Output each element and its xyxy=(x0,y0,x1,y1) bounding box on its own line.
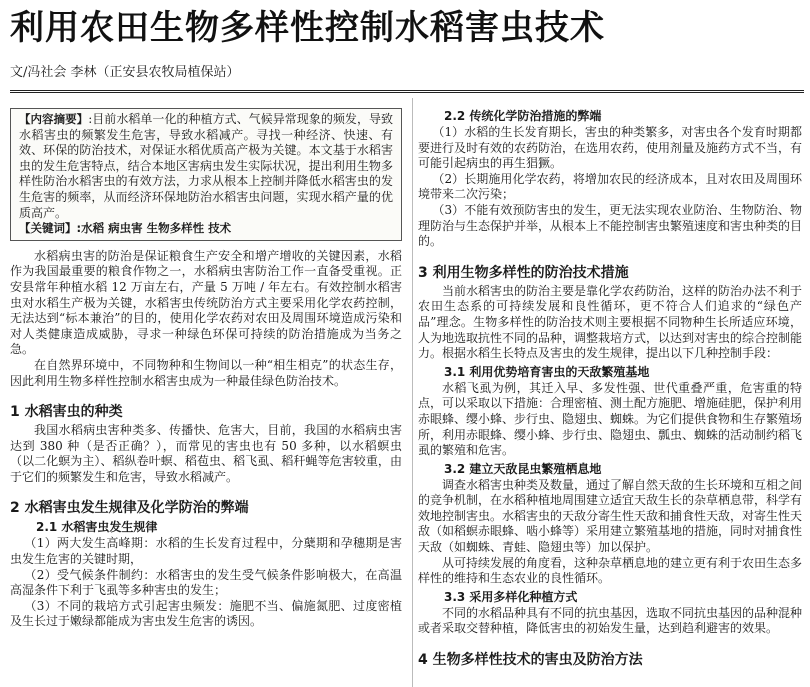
intro-paragraph-1: 水稻病虫害的防治是保证粮食生产安全和增产增收的关键因素，水稻作为我国最重要的粮食作物之一，水稻病虫害防治工作一直备受重视。正安县常年种植水稻 12 万亩左右，产量 5 万吨 / 年左右。有效控制水稻害虫对水稻生产极为关键，水稻害虫传统防治方式主要采用化学农药控制，无法达到“标本兼治”的目的，使用化学农药对农田及周围环境造成污染和对人类健康造成威胁，寻求一种绿色环保可持续的防治措施成为当务之急。 xyxy=(10,248,402,357)
abstract-box xyxy=(10,108,402,241)
article-title: 利用农田生物多样性控制水稻害虫技术 xyxy=(10,8,605,48)
list-item: （1）两大发生高峰期：水稻的生长发育过程中，分蘖期和孕穗期是害虫发生危害的关键时期， xyxy=(10,536,402,567)
section-1-paragraph: 我国水稻病虫害种类多、传播快、危害大，目前，我国的水稻病虫害达到 380 种（是否正确？），而常见的害虫也有 50 多种，以水稻螟虫（以二化螟为主）、稻纵卷叶螟、稻苞虫、稻飞虱、稻秆蝇等危害较重，由于它们的频繁发生和危害，导致水稻减产。 xyxy=(10,423,402,484)
intro-paragraph-2: 在自然界环境中，不同物种和生物间以一种“相生相克”的状态生存，因此利用生物多样性控制水稻害虫成为一种最佳绿色防治技术。 xyxy=(10,357,402,388)
subsection-2-2-heading: 2.2 传统化学防治措施的弊端 xyxy=(444,109,602,123)
list-item: （2）长期施用化学农药，将增加农民的经济成本，且对农田及周围环境带来二次污染； xyxy=(418,171,802,202)
abstract-label: 【内容摘要】 xyxy=(19,112,89,126)
list-item: （3）不同的栽培方式引起害虫频发：施肥不当、偏施氮肥、过度密植及生长过于嫩绿都能成为害虫发生危害的诱因。 xyxy=(10,598,402,629)
section-3-paragraph: 当前水稻害虫的防治主要是靠化学农药防治，这样的防治办法不利于农田生态系的可持续发展和良性循环，更不符合人们追求的“绿色产品”理念。生物多样性的防治技术则主要根据不同物种生长所适应环境，人为地选取抗性不同的品种，调整栽培方式，以达到对害虫的综合控制能力。根据水稻生长特点及害虫的发生规律，提出以下几种控制手段： xyxy=(418,283,803,361)
subsection-3-2-paragraph-1: 调查水稻害虫种类及数量，通过了解自然天敌的生长环境和互相之间的竞争机制，在水稻种植地周围建立适宜天敌生长的杂草栖息带，科学有效地控制害虫。水稻害虫的天敌分寄生性天敌和捕食性天敌，对寄生性天敌（如稻螟赤眼蜂、啮小蜂等）采用建立繁殖基地的措施，同时对捕食性天敌（如蜘蛛、青蛙、隐翅虫等）加以保护。 xyxy=(418,477,803,555)
list-item: （2）受气候条件制约：水稻害虫的发生受气候条件影响极大，在高温高湿条件下利于飞虱等多种害虫的发生； xyxy=(10,567,402,598)
keywords-text: :水稻 病虫害 生物多样性 技术 xyxy=(76,221,232,236)
abstract-text: :目前水稻单一化的种植方式、气候异常现象的频发，导致水稻害虫的频繁发生危害，导致水稻减产。寻找一种经济、快速、有效、环保的防治技术，对保证水稻优质高产极为关键。本文基于水稻害虫的发生危害特点，结合本地区害病虫发生实际状况，提出利用生物多样性防治水稻害虫的有效方法，力求从根本上控制并降低水稻害虫的发生危害的频率，从而经济环保地防治水稻害虫问题，实现水稻产量的优质高产。 xyxy=(19,112,394,220)
subsection-3-3-paragraph: 不同的水稻品种具有不同的抗虫基因，选取不同抗虫基因的品种混种或者采取交替种植，降低害虫的初始发生量，达到趋利避害的效果。 xyxy=(418,605,803,636)
section-4-heading: 4 生物多样性技术的害虫及防治方法 xyxy=(418,652,643,669)
list-item: （3）不能有效预防害虫的发生，更无法实现农业防治、生物防治、物理防治与生态保护并举，从根本上不能控制害虫繁殖速度和害虫种类的目的。 xyxy=(418,202,803,249)
left-column xyxy=(10,108,402,630)
section-2-heading: 2 水稻害虫发生规律及化学防治的弊端 xyxy=(10,500,249,517)
title-divider xyxy=(10,90,804,93)
abstract-paragraph xyxy=(19,112,393,221)
subsection-3-1-heading: 3.1 利用优势培育害虫的天敌繁殖基地 xyxy=(444,364,650,379)
keywords-label: 【关键词】 xyxy=(19,221,77,236)
subsection-3-2-paragraph-2: 从可持续发展的角度看，这种杂草栖息地的建立更有利于农田生态多样性的维持和生态农业的良性循环。 xyxy=(418,555,803,586)
subsection-3-1-paragraph: 水稻飞虱为例，其迁入早、多发性强、世代重叠严重，危害重的特点，可以采取以下措施：合理密植、测土配方施肥、增施硅肥，保护利用赤眼蜂、缨小蜂、步行虫、隐翅虫、蜘蛛。为它们提供食物和生存繁殖场所，利用赤眼蜂、缨小蜂、步行虫、隐翅虫、瓢虫、蜘蛛的活动制约稻飞虱的繁殖和危害。 xyxy=(418,380,803,458)
subsection-2-1-heading: 2.1 水稻害虫发生规律 xyxy=(36,520,158,535)
section-3-heading: 3 利用生物多样性的防治技术措施 xyxy=(418,264,629,281)
column-divider xyxy=(412,98,413,687)
article-byline: 文/冯社会 李林（正安县农牧局植保站） xyxy=(10,65,240,80)
section-1-heading: 1 水稻害虫的种类 xyxy=(10,404,123,421)
keywords-paragraph xyxy=(19,221,393,237)
list-item: （1）水稻的生长发育期长，害虫的种类繁多，对害虫各个发育时期都要进行及时有效的农药防治，在选用农药，使用剂量及施药方式不当，有可能引起病虫的再生猖獗。 xyxy=(418,125,803,171)
subsection-3-2-heading: 3.2 建立天敌昆虫繁殖栖息地 xyxy=(444,461,602,476)
right-column xyxy=(418,108,802,671)
subsection-3-3-heading: 3.3 采用多样化种植方式 xyxy=(444,589,578,604)
